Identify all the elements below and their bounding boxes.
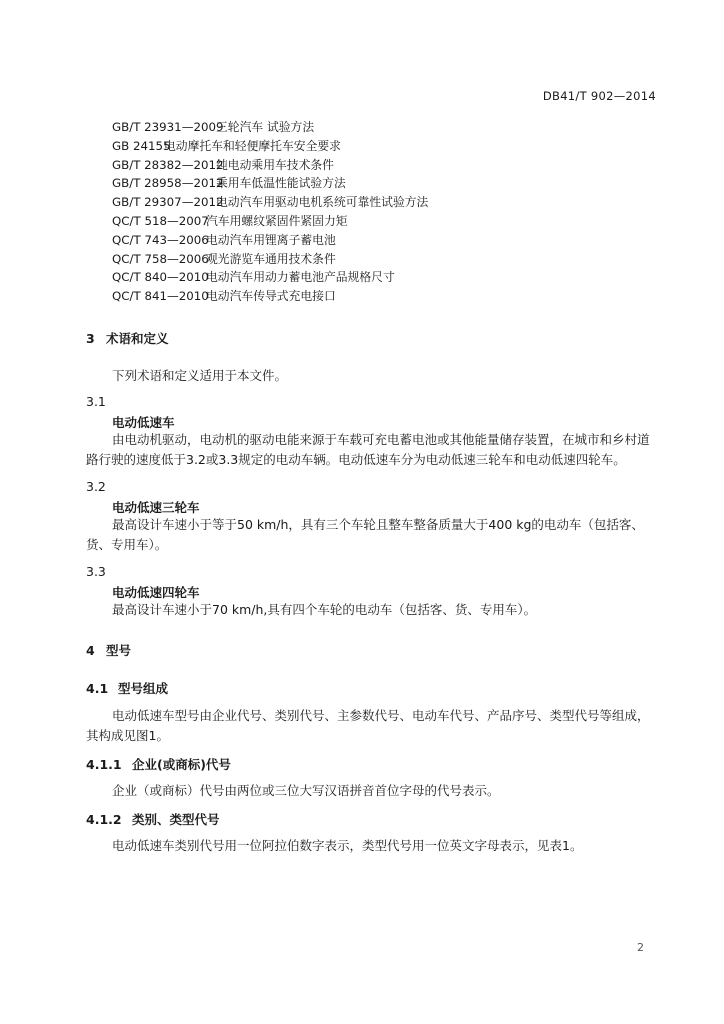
- term-number: 3.3: [86, 564, 106, 579]
- reference-code: QC/T 518—2007: [112, 213, 209, 228]
- reference-code: GB/T 28958—2012: [112, 176, 224, 191]
- section-heading: [86, 641, 131, 659]
- subsection-number: 4.1.2: [86, 812, 122, 827]
- reference-title: 电动摩托车和轻便摩托车安全要求: [164, 138, 341, 153]
- term-number: 3.2: [86, 479, 106, 494]
- subsection-title: 类别、类型代号: [132, 812, 220, 827]
- section-title: 术语和定义: [106, 331, 169, 346]
- reference-item: [112, 212, 428, 231]
- term-definition: 由电动机驱动，电动机的驱动电能来源于车载可充电蓄电池或其他能量储存装置，在城市和乡村道路行驶的速度低于3.2或3.3规定的电动车辆。电动低速车分为电动低速三轮车和电动低速四轮车。: [86, 432, 650, 467]
- reference-title: 乘用车低温性能试验方法: [216, 176, 346, 191]
- section-heading: [86, 329, 169, 347]
- reference-item: [112, 250, 428, 269]
- subsection-heading: [86, 679, 168, 697]
- reference-code: QC/T 758—2006: [112, 251, 209, 266]
- section-number: 3: [86, 331, 95, 346]
- term-definition: 最高设计车速小于70 km/h,具有四个车轮的电动车（包括客、货、专用车）。: [112, 602, 537, 617]
- reference-code: GB/T 28382—2012: [112, 157, 224, 172]
- reference-code: GB/T 29307—2012: [112, 195, 224, 210]
- reference-item: [112, 287, 428, 306]
- subsection-text: 电动低速车型号由企业代号、类别代号、主参数代号、电动车代号、产品序号、类型代号等组成，其构成见图1。: [86, 708, 650, 743]
- reference-item: [112, 231, 428, 250]
- section-intro: 下列术语和定义适用于本文件。: [112, 368, 288, 383]
- subsection-heading: [86, 755, 231, 773]
- reference-code: QC/T 743—2006: [112, 232, 209, 247]
- subsection-text: 电动低速车类别代号用一位阿拉伯数字表示，类型代号用一位英文字母表示，见表1。: [112, 838, 583, 853]
- reference-title: 电动汽车传导式充电接口: [206, 289, 336, 304]
- reference-code: GB 24155: [112, 138, 171, 153]
- reference-code: QC/T 841—2010: [112, 289, 209, 304]
- reference-list: [112, 118, 428, 306]
- subsection-number: 4.1.1: [86, 757, 122, 772]
- reference-title: 观光游览车通用技术条件: [206, 251, 336, 266]
- term-title: 电动低速车: [112, 415, 175, 430]
- reference-item: [112, 137, 428, 156]
- term-title: 电动低速三轮车: [112, 500, 200, 515]
- subsection-title: 型号组成: [118, 681, 169, 696]
- reference-item: [112, 174, 428, 193]
- term-definition: 最高设计车速小于等于50 km/h，具有三个车轮且整车整备质量大于400 kg的电动车（包括客、货、专用车）。: [86, 517, 644, 552]
- reference-code: GB/T 23931—2009: [112, 120, 224, 134]
- reference-title: 电动汽车用动力蓄电池产品规格尺寸: [206, 270, 395, 285]
- subsection-text: 企业（或商标）代号由两位或三位大写汉语拼音首位字母的代号表示。: [112, 783, 500, 798]
- section-number: 4: [86, 643, 95, 658]
- document-code: DB41/T 902—2014: [542, 89, 656, 103]
- term-number: 3.1: [86, 394, 106, 409]
- reference-code: QC/T 840—2010: [112, 270, 209, 285]
- reference-title: 电动汽车用驱动电机系统可靠性试验方法: [216, 195, 429, 210]
- reference-title: 纯电动乘用车技术条件: [216, 157, 334, 172]
- reference-item: [112, 118, 428, 137]
- reference-item: [112, 193, 428, 212]
- reference-item: [112, 156, 428, 175]
- section-title: 型号: [106, 643, 132, 658]
- reference-item: [112, 268, 428, 287]
- page-number: 2: [637, 941, 644, 954]
- subsection-number: 4.1: [86, 681, 109, 696]
- subsection-heading: [86, 810, 220, 828]
- reference-title: 三轮汽车 试验方法: [216, 120, 315, 134]
- term-title: 电动低速四轮车: [112, 585, 200, 600]
- reference-title: 电动汽车用锂离子蓄电池: [206, 232, 336, 247]
- reference-title: 汽车用螺纹紧固件紧固力矩: [206, 213, 348, 228]
- subsection-title: 企业(或商标)代号: [132, 757, 231, 772]
